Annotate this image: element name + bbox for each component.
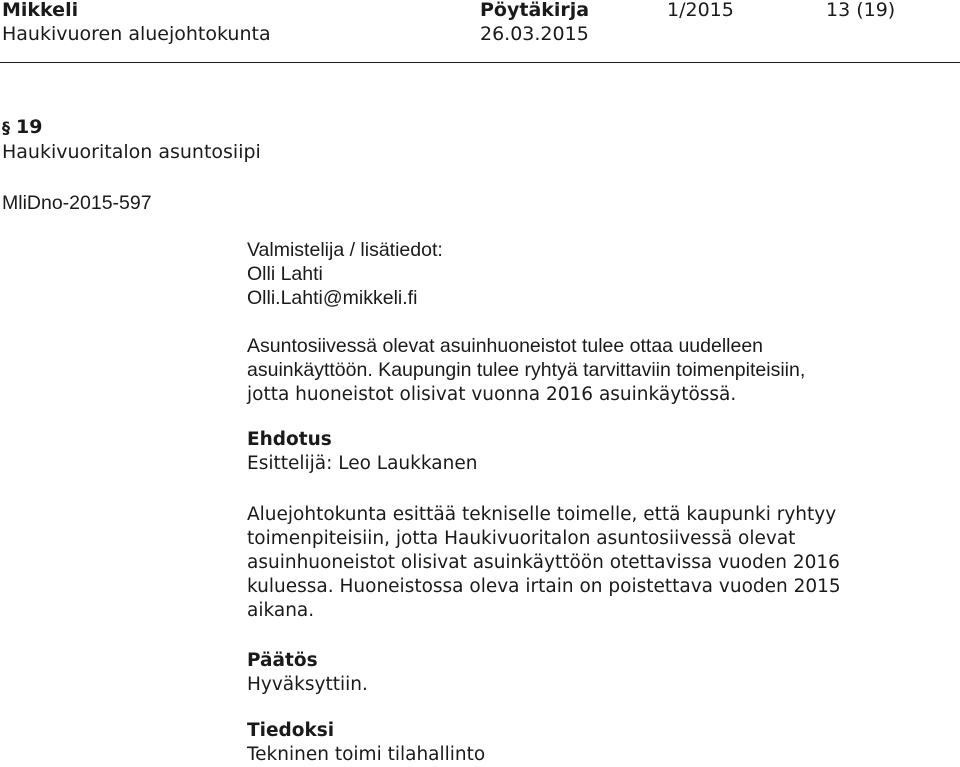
preparer-label: Valmistelija / lisätiedot: <box>247 239 443 261</box>
proposal-text <box>247 503 937 623</box>
description-fragment: asuinkäyttöön. <box>247 359 373 381</box>
info-text: Tekninen toimi tilahallinto <box>247 744 486 765</box>
decision-block <box>247 649 937 697</box>
proposal-heading: Ehdotus <box>247 429 332 450</box>
description-line: jotta huoneistot olisivat vuonna 2016 asuinkäytössä. <box>247 384 737 405</box>
proposal-line: aikana. <box>247 600 315 621</box>
proposal-line: kuluessa. Huoneistossa oleva irtain on poistettava vuoden 2015 <box>247 576 841 597</box>
header-divider <box>0 62 960 63</box>
description-block <box>247 334 937 407</box>
section-number: 19 <box>16 116 43 138</box>
record-id: MliDno-2015-597 <box>2 192 152 214</box>
info-heading: Tiedoksi <box>247 720 335 741</box>
proposal-line: asuinhuoneistot olisivat asuinkäyttöön otettavissa vuoden 2016 <box>247 552 840 573</box>
unit-name: Haukivuoren aluejohtokunta <box>2 23 271 45</box>
proposal-line: Aluejohtokunta esittää tekniselle toimelle, että kaupunki ryhtyy <box>247 504 837 525</box>
doc-type: Pöytäkirja <box>480 0 590 21</box>
preparer-email: Olli.Lahti@mikkeli.fi <box>247 287 418 309</box>
section-title: Haukivuoritalon asuntosiipi <box>2 141 261 163</box>
page-number: 13 (19) <box>826 0 896 21</box>
presenter-line: Esittelijä: Leo Laukkanen <box>247 453 478 474</box>
description-line <box>247 358 937 383</box>
description-fragment: Kaupungin tulee ryhtyä tarvittaviin toimenpiteisiin, <box>372 359 806 381</box>
preparer-name: Olli Lahti <box>247 263 323 285</box>
proposal-block <box>247 428 937 476</box>
preparer-block <box>247 238 937 310</box>
doc-number: 1/2015 <box>667 0 734 21</box>
info-block <box>247 719 937 767</box>
org-name: Mikkeli <box>2 0 79 21</box>
decision-text: Hyväksyttiin. <box>247 674 368 695</box>
section-symbol: § <box>2 118 10 137</box>
meeting-date: 26.03.2015 <box>480 23 589 45</box>
proposal-line: toimenpiteisiin, jotta Haukivuoritalon asuntosiivessä olevat <box>247 528 796 549</box>
description-line: Asuntosiivessä olevat asuinhuoneistot tulee ottaa uudelleen <box>247 335 764 357</box>
decision-heading: Päätös <box>247 650 318 671</box>
section-heading <box>2 115 42 140</box>
